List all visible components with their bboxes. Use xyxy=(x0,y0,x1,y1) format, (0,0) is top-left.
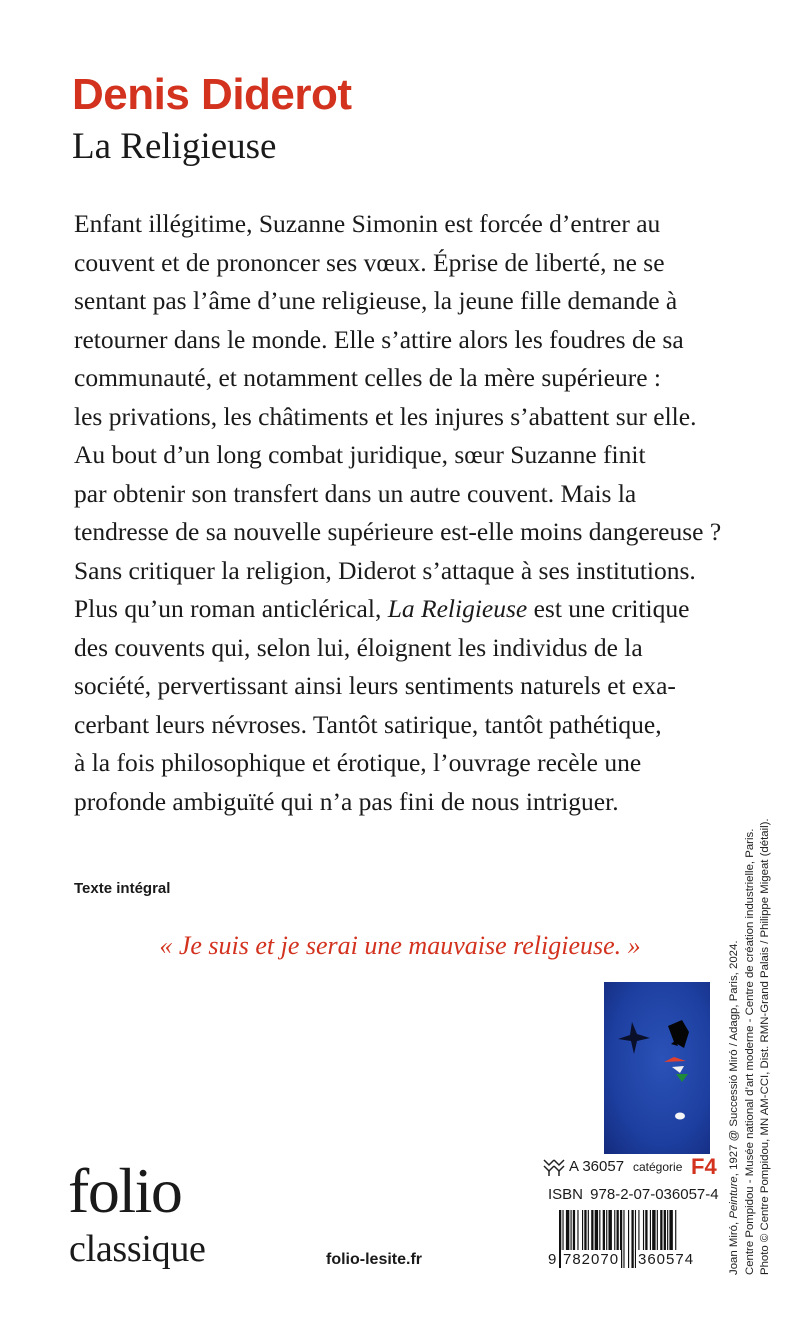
barcode-digits xyxy=(548,1250,713,1274)
collection-name: classique xyxy=(69,1228,206,1270)
blurb-line: à la fois philosophique et érotique, l’ouvrage recèle une xyxy=(74,748,642,777)
blurb-line: les privations, les châtiments et les injures s’abattent sur elle. xyxy=(74,401,697,431)
category-value: F4 xyxy=(691,1154,717,1179)
blurb-line: cerbant leurs névroses. Tantôt satirique, tantôt pathétique, xyxy=(74,709,662,739)
blurb-line: retourner dans le monde. Elle s’attire alors les foudres de sa xyxy=(74,324,684,354)
blurb-line: tendresse de sa nouvelle supérieure est-elle moins dangereuse ? xyxy=(74,517,722,546)
edition-note: Texte intégral xyxy=(74,880,171,897)
blurb-line: profonde ambiguïté qui n’a pas fini de nous intriguer. xyxy=(74,786,619,816)
credit-line-2: Centre Pompidou - Musée national d’art moderne - Centre de création industrielle, Paris. xyxy=(743,828,756,1275)
blurb-line: par obtenir son transfert dans un autre couvent. Mais la xyxy=(74,478,637,508)
publisher-website-link[interactable]: folio-lesite.fr xyxy=(326,1251,423,1268)
blurb-line: Enfant illégitime, Suzanne Simonin est forcée d’entrer au xyxy=(74,209,661,238)
catalog-code-line xyxy=(543,1154,723,1182)
isbn: ISBN 978-2-07-036057-4 xyxy=(548,1186,719,1203)
blurb-line: couvent et de prononcer ses vœux. Éprise de liberté, ne se xyxy=(74,247,665,277)
book-title: La Religieuse xyxy=(72,126,277,167)
blurb-line: Sans critiquer la religion, Diderot s’attaque à ses institutions. xyxy=(74,555,696,585)
cover-artwork-image xyxy=(604,982,710,1154)
folio-logo-wordmark: folio xyxy=(68,1155,182,1226)
barcode-digit-first: 9 xyxy=(548,1250,559,1270)
credit-line-3: Photo © Centre Pompidou, MN AM-CCI, Dist. RMN-Grand Palais / Philippe Migeat (détail). xyxy=(759,818,771,1275)
author-name: Denis Diderot xyxy=(72,70,352,119)
blurb-text xyxy=(74,205,722,821)
blurb-line: société, pervertissant ainsi leurs sentiments naturels et exa- xyxy=(74,671,676,700)
blurb-line: des couvents qui, selon lui, éloignent les individus de la xyxy=(74,632,643,662)
category-label: catégorie xyxy=(633,1160,683,1174)
folio-chevron-logo-icon xyxy=(543,1157,565,1177)
blurb-line: sentant pas l’âme d’une religieuse, la jeune fille demande à xyxy=(74,286,678,315)
blurb-line: communauté, et notamment celles de la mère supérieure : xyxy=(74,363,661,392)
barcode-digit-group-1: 782070 xyxy=(563,1251,620,1268)
pull-quote: « Je suis et je serai une mauvaise religieuse. » xyxy=(159,931,641,960)
barcode-digit-group-2: 360574 xyxy=(638,1251,695,1268)
catalog-code: A 36057 xyxy=(569,1158,625,1175)
blurb-line: Au bout d’un long combat juridique, sœur Suzanne finit xyxy=(74,440,646,469)
credit-line-1: Joan Miró, Peinture, 1927 @ Successió Miró / Adagp, Paris, 2024. xyxy=(728,940,740,1275)
blurb-line: Plus qu’un roman anticlérical, La Religieuse est une critique xyxy=(74,594,690,623)
